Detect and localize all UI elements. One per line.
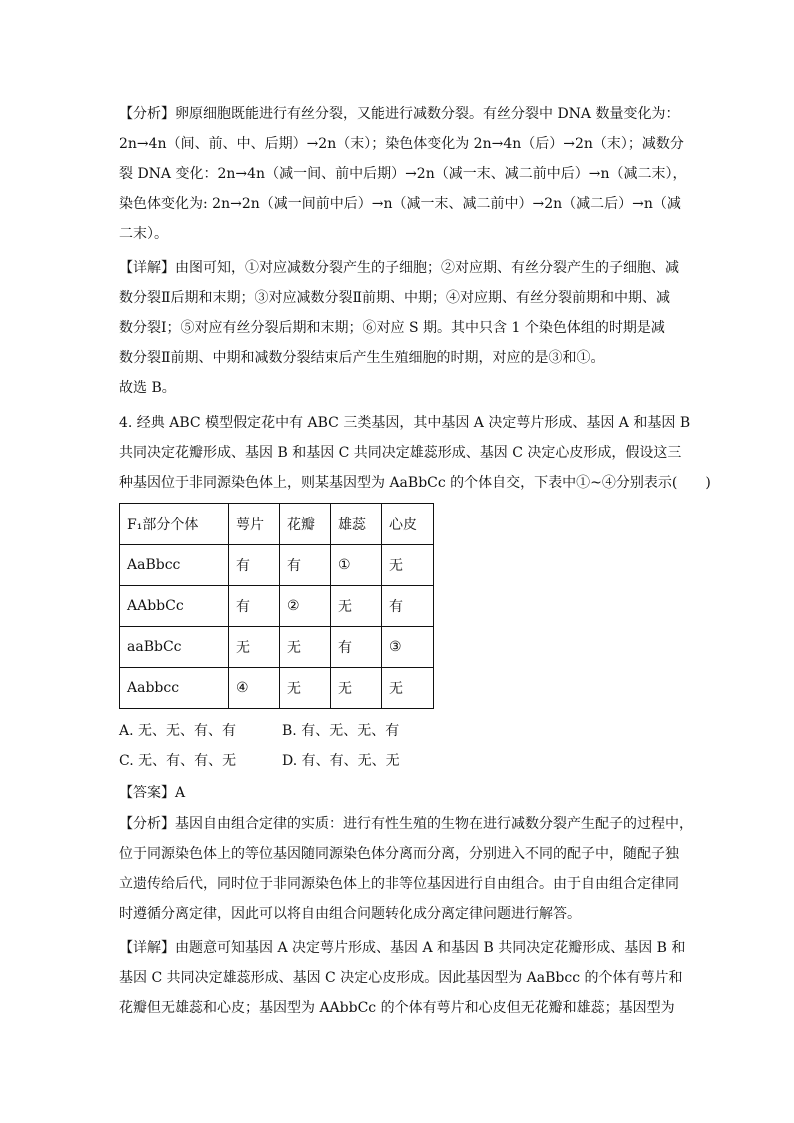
table-cell: 无 [382, 668, 434, 709]
text-line: 二末）。 [119, 226, 168, 242]
answer-options [119, 716, 519, 776]
text-line: 数分裂Ⅱ前期、中期和减数分裂结束后产生生殖细胞的时期，对应的是③和①。 [119, 350, 605, 366]
table-row [120, 627, 434, 668]
gene-table [119, 503, 434, 709]
table-header-cell: 雄蕊 [331, 504, 382, 545]
text-line: 共同决定花瓣形成、基因 B 和基因 C 共同决定雄蕊形成、基因 C 决定心皮形成，假设这三 [119, 445, 682, 461]
table-cell: 无 [382, 545, 434, 586]
table-cell: Aabbcc [120, 668, 229, 709]
table-cell: ① [331, 545, 382, 586]
text-line: 位于同源染色体上的等位基因随同源染色体分离而分离，分别进入不同的配子中，随配子独 [119, 846, 679, 862]
text-line: 数分裂Ⅰ；⑤对应有丝分裂后期和末期；⑥对应 S 期。其中只含 1 个染色体组的时期是减 [119, 320, 665, 336]
analysis-section-1 [119, 99, 687, 249]
table-cell: AAbbCc [120, 586, 229, 627]
answer-text: 【答案】A [119, 785, 186, 801]
table-row [120, 668, 434, 709]
text-line: 种基因位于非同源染色体上，则某基因型为 AaBbCc 的个体自交，下表中①~④分别表示( ) [119, 475, 711, 491]
table-header-row [120, 504, 434, 545]
table-cell: 无 [331, 668, 382, 709]
table-header-cell: 心皮 [382, 504, 434, 545]
text-line: 裂 DNA 变化：2n→4n（减一间、前中后期）→2n（减一末、减二前中后）→n（减二末）， [119, 166, 687, 182]
table-cell: 有 [331, 627, 382, 668]
table-header-cell: F₁部分个体 [120, 504, 229, 545]
text-line: 2n→4n（间、前、中、后期）→2n（末）；染色体变化为 2n→4n（后）→2n（末）；减数分 [119, 136, 684, 152]
text-line: 花瓣但无雄蕊和心皮；基因型为 AAbbCc 的个体有萼片和心皮但无花瓣和雄蕊；基因型为 [119, 1000, 675, 1016]
table-cell: 无 [229, 627, 280, 668]
options-row-2 [119, 746, 519, 776]
detail-section-1 [119, 253, 679, 403]
text-line: 【详解】由题意可知基因 A 决定萼片形成、基因 A 和基因 B 共同决定花瓣形成、基因 B 和 [119, 940, 686, 956]
table-header-cell: 花瓣 [280, 504, 331, 545]
text-line: 基因 C 共同决定雄蕊形成、基因 C 决定心皮形成。因此基因型为 AaBbcc 的个体有萼片和 [119, 970, 683, 986]
table-cell: 有 [229, 545, 280, 586]
option-a: A. 无、无、有、有 [119, 723, 237, 739]
analysis-section-2 [119, 809, 693, 929]
text-line: 时遵循分离定律，因此可以将自由组合问题转化成分离定律问题进行解答。 [119, 906, 581, 922]
option-d: D. 有、有、无、无 [282, 753, 400, 769]
table-cell: ③ [382, 627, 434, 668]
conclusion-line: 故选 B。 [119, 380, 176, 396]
answer-line [119, 778, 679, 808]
text-line: 数分裂Ⅱ后期和末期；③对应减数分裂Ⅱ前期、中期；④对应期、有丝分裂前期和中期、减 [119, 290, 671, 306]
table-cell: AaBbcc [120, 545, 229, 586]
table-cell: aaBbCc [120, 627, 229, 668]
table-row [120, 586, 434, 627]
text-line: 4. 经典 ABC 模型假定花中有 ABC 三类基因，其中基因 A 决定萼片形成、基因 A 和基因 B [119, 415, 691, 431]
text-line: 立遗传给后代，同时位于非同源染色体上的非等位基因进行自由组合。由于自由组合定律同 [119, 876, 679, 892]
option-b: B. 有、无、无、有 [282, 723, 400, 739]
table-cell: 无 [331, 586, 382, 627]
detail-section-2 [119, 933, 686, 1023]
options-row-1 [119, 716, 519, 746]
table-cell: 有 [280, 545, 331, 586]
table-row [120, 545, 434, 586]
table-cell: ② [280, 586, 331, 627]
text-line: 【详解】由图可知，①对应减数分裂产生的子细胞；②对应期、有丝分裂产生的子细胞、减 [119, 260, 679, 276]
option-c: C. 无、有、有、无 [119, 753, 237, 769]
table-cell: 无 [280, 627, 331, 668]
text-line: 染色体变化为: 2n→2n（减一间前中后）→n（减一末、减二前中）→2n（减二后）→n（减 [119, 196, 681, 212]
question-4-stem [119, 408, 711, 498]
text-line: 【分析】基因自由组合定律的实质：进行有性生殖的生物在进行减数分裂产生配子的过程中， [119, 816, 693, 832]
table-cell: 有 [229, 586, 280, 627]
table-header-cell: 萼片 [229, 504, 280, 545]
table-cell: ④ [229, 668, 280, 709]
table-cell: 无 [280, 668, 331, 709]
text-line: 【分析】卵原细胞既能进行有丝分裂，又能进行减数分裂。有丝分裂中 DNA 数量变化为： [119, 106, 680, 122]
table-cell: 有 [382, 586, 434, 627]
